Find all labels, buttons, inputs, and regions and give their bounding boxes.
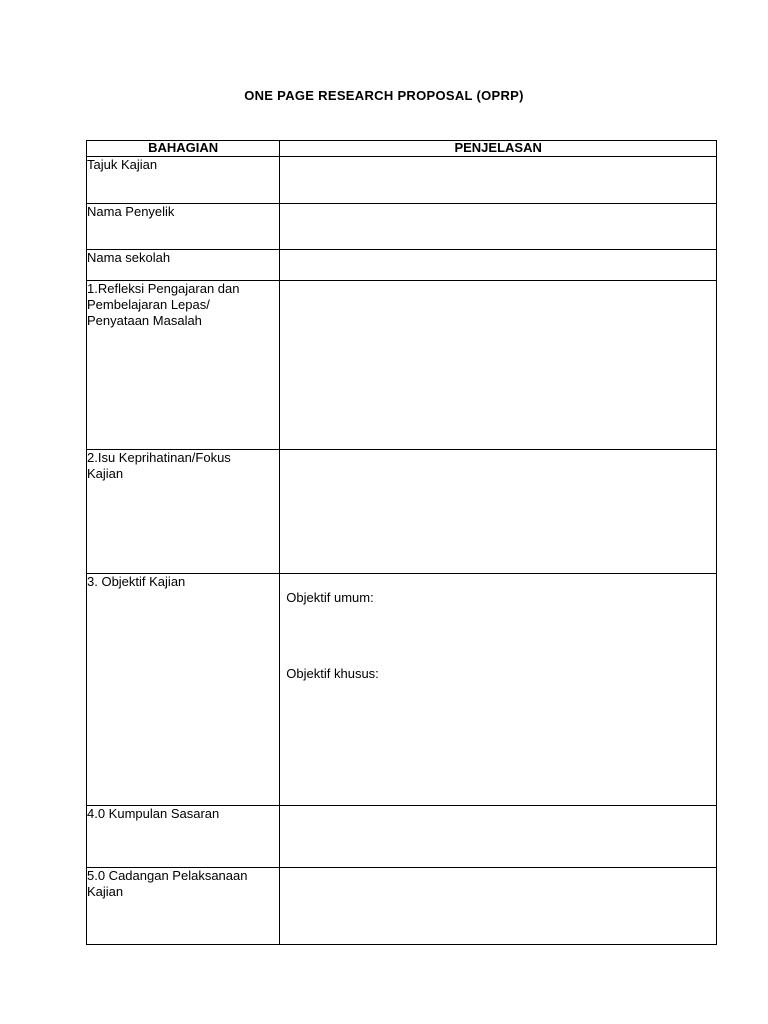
table-row	[87, 281, 717, 450]
row-label-kumpulan-sasaran	[87, 806, 280, 868]
row-explanation-objektif-kajian[interactable]	[280, 574, 717, 806]
row-explanation-nama-sekolah[interactable]	[280, 250, 717, 281]
label-line: Nama Penyelik	[87, 204, 175, 219]
label-line: Kajian	[87, 884, 124, 899]
table-row	[87, 250, 717, 281]
row-label-isu-keprihatinan	[87, 450, 280, 574]
label-line: Pembelajaran Lepas/	[87, 297, 210, 312]
general-objective-label: Objektif umum:	[286, 590, 374, 605]
row-label-objektif-kajian	[87, 574, 280, 806]
row-label-tajuk-kajian	[87, 157, 280, 204]
header-penjelasan: PENJELASAN	[280, 141, 717, 157]
row-explanation-cadangan-pelaksanaan[interactable]	[280, 868, 717, 945]
row-label-refleksi	[87, 281, 280, 450]
label-line: Nama sekolah	[87, 250, 171, 265]
row-label-nama-sekolah	[87, 250, 280, 281]
label-line: 5.0 Cadangan Pelaksanaan	[87, 868, 248, 883]
row-explanation-refleksi[interactable]	[280, 281, 717, 450]
label-line: 3. Objektif Kajian	[87, 574, 186, 589]
label-line: Penyataan Masalah	[87, 313, 202, 328]
specific-objective-label: Objektif khusus:	[286, 666, 379, 681]
row-label-nama-penyelik	[87, 204, 280, 250]
label-line: Kajian	[87, 466, 124, 481]
row-explanation-isu-keprihatinan[interactable]	[280, 450, 717, 574]
table-row	[87, 157, 717, 204]
proposal-table	[86, 140, 717, 945]
header-bahagian: BAHAGIAN	[87, 141, 280, 157]
label-line: Tajuk Kajian	[87, 157, 158, 172]
row-explanation-kumpulan-sasaran[interactable]	[280, 806, 717, 868]
row-label-cadangan-pelaksanaan	[87, 868, 280, 945]
table-row	[87, 806, 717, 868]
table-header-row	[87, 141, 717, 157]
table-row	[87, 450, 717, 574]
table-row	[87, 204, 717, 250]
row-explanation-nama-penyelik[interactable]	[280, 204, 717, 250]
table-row	[87, 574, 717, 806]
row-explanation-tajuk-kajian[interactable]	[280, 157, 717, 204]
label-line: 4.0 Kumpulan Sasaran	[87, 806, 220, 821]
document-title: ONE PAGE RESEARCH PROPOSAL (OPRP)	[244, 88, 524, 103]
label-line: 1.Refleksi Pengajaran dan	[87, 281, 240, 296]
table-row	[87, 868, 717, 945]
label-line: 2.Isu Keprihatinan/Fokus	[87, 450, 231, 465]
